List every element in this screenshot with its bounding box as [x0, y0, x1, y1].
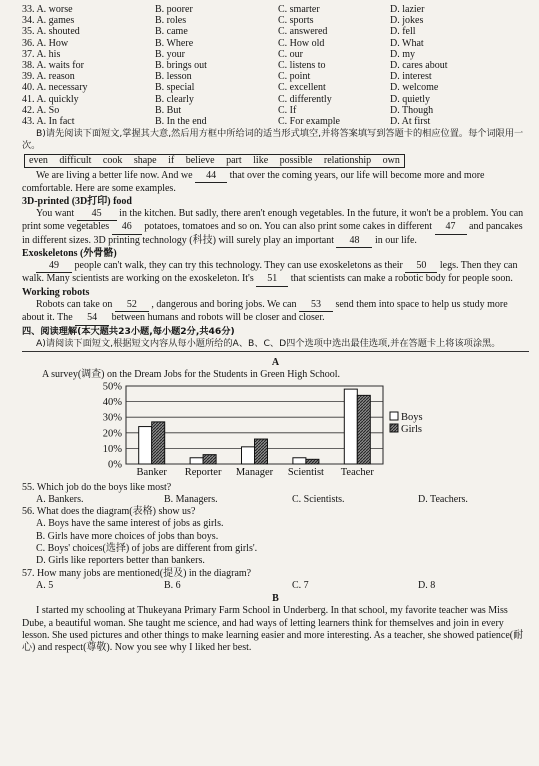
option-39-c[interactable]: C. point: [278, 71, 311, 83]
option-40-c[interactable]: C. excellent: [278, 82, 326, 94]
blank-50: 50: [405, 260, 437, 273]
paragraph-working-robots: Robots can take on 52 , dangerous and boring jobs. We can 53 send them into space to help us study more about it. The 54 between humans and robots will be closer and closer.: [22, 299, 529, 326]
x-tick-label: Banker: [136, 466, 167, 478]
option-36-d[interactable]: D. What: [390, 37, 424, 49]
x-tick-label: Scientist: [287, 466, 324, 478]
q57-option-c[interactable]: C. 7: [292, 579, 309, 591]
bar-chart-svg: [0, 382, 539, 482]
blank-44: 44: [195, 170, 227, 183]
option-35-b[interactable]: B. came: [155, 26, 188, 38]
q56-option-b[interactable]: B. Girls have more choices of jobs than boys.: [36, 530, 219, 542]
paragraph-3d-food: You want 45 in the kitchen. But sadly, there aren't enough vegetables. In the future, it won't be a problem. You can print some vegetables 46 potatoes, tomatoes and so on. You can also print some cakes in different 47 and pancakes in different sizes. 3D printing technology (科技) will surely play an important 48 in our life.: [22, 208, 529, 248]
question-57-stem: 57. How many jobs are mentioned(提及) in the diagram?: [22, 567, 252, 579]
option-38-a[interactable]: 38. A. waits for: [22, 59, 84, 71]
y-tick-label: 10%: [102, 443, 122, 455]
option-36-c[interactable]: C. How old: [278, 37, 325, 49]
passage-b-text: I started my schooling at Thukeyana Primary Farm School in Underberg. In that school, my favorite teacher was Miss Dube, a beautiful woman. She taught me science, and had ways of letting learners think for themselves and join in every lesson. She used pictures and other things to make learning easier and more interesting. As a teacher, she showed patience(耐心) and respect(尊敬). Now you see why I liked her best.: [22, 605, 524, 654]
option-35-c[interactable]: C. answered: [278, 26, 328, 38]
option-37-d[interactable]: D. my: [390, 48, 415, 60]
option-37-a[interactable]: 37. A. his: [22, 48, 61, 60]
section-b: [22, 128, 529, 326]
option-39-b[interactable]: B. lesson: [155, 71, 192, 83]
passage-a-label: A: [271, 356, 280, 368]
cloze-options: [22, 4, 529, 127]
option-37-b[interactable]: B. your: [155, 48, 185, 60]
option-33-b[interactable]: B. poorer: [155, 4, 193, 15]
option-38-d[interactable]: D. cares about: [390, 59, 448, 71]
section-b-instruction: B)请先阅读下面短文,掌握其大意,然后用方框中所给词的适当形式填空,并将答案填写到答题卡的相应位置。每个词限用一次。: [22, 128, 524, 152]
blank-49: 49: [36, 260, 72, 273]
option-42-d[interactable]: D. Though: [390, 104, 434, 116]
option-43-a[interactable]: 43. A. In fact: [22, 115, 75, 127]
blank-53: 53: [299, 299, 333, 312]
option-34-a[interactable]: 34. A. games: [22, 15, 75, 27]
option-38-c[interactable]: C. listens to: [278, 59, 326, 71]
option-37-c[interactable]: C. our: [278, 48, 303, 60]
heading-exoskeletons: Exoskeletons (外骨骼): [22, 247, 117, 259]
q56-option-d[interactable]: D. Girls like reporters better than bankers.: [36, 555, 205, 567]
blank-45: 45: [77, 208, 117, 221]
bar-boys-teacher: [344, 389, 357, 464]
option-35-a[interactable]: 35. A. shouted: [22, 26, 80, 38]
survey-title: A survey(调查) on the Dream Jobs for the Students in Green High School.: [42, 369, 341, 381]
bar-girls-banker: [152, 421, 165, 463]
option-42-c[interactable]: C. If: [278, 104, 297, 116]
option-39-d[interactable]: D. interest: [390, 71, 432, 83]
q56-option-a[interactable]: A. Boys have the same interest of jobs as girls.: [36, 518, 224, 530]
y-tick-label: 40%: [102, 396, 122, 408]
question-55-options: [22, 494, 529, 506]
bar-boys-manager: [242, 446, 255, 463]
option-35-d[interactable]: D. fell: [390, 26, 416, 38]
bar-boys-scientist: [293, 457, 306, 463]
survey-chart: [0, 382, 539, 482]
option-41-d[interactable]: D. quietly: [390, 93, 430, 105]
y-tick-label: 0%: [108, 459, 122, 471]
y-tick-label: 20%: [102, 427, 122, 439]
q57-option-a[interactable]: A. 5: [36, 579, 54, 591]
word-box: even difficult cook shape if believe part like possible relationship own: [24, 154, 405, 168]
option-33-c[interactable]: C. smarter: [278, 4, 320, 15]
option-34-b[interactable]: B. roles: [155, 15, 187, 27]
q55-option-b[interactable]: B. Managers.: [164, 493, 218, 505]
option-33-d[interactable]: D. lazier: [390, 4, 425, 15]
divider: [22, 351, 529, 352]
q57-option-d[interactable]: D. 8: [418, 579, 436, 591]
option-36-a[interactable]: 36. A. How: [22, 37, 69, 49]
option-41-a[interactable]: 41. A. quickly: [22, 93, 79, 105]
bar-boys-banker: [139, 426, 152, 463]
q55-option-c[interactable]: C. Scientists.: [292, 493, 345, 505]
legend-label-girls: Girls: [401, 423, 422, 435]
option-33-a[interactable]: 33. A. worse: [22, 4, 73, 15]
bar-girls-reporter: [203, 454, 216, 463]
blank-54: 54: [75, 312, 109, 325]
question-55-stem: 55. Which job do the boys like most?: [22, 481, 172, 493]
paragraph-exoskeletons: 49 people can't walk, they can try this technology. They can use exoskeletons as their 50 legs. Then they can walk. Many scientists are working on the exoskeleton. It's 51 that scientists can make a robotic body for people soon.: [22, 260, 529, 287]
blank-46: 46: [112, 221, 142, 234]
option-39-a[interactable]: 39. A. reason: [22, 71, 75, 83]
legend-swatch-girls: [390, 424, 398, 432]
bar-girls-teacher: [357, 395, 370, 464]
option-43-c[interactable]: C. For example: [278, 115, 340, 127]
bar-boys-reporter: [190, 457, 203, 463]
question-56-options: [22, 518, 529, 567]
q57-option-b[interactable]: B. 6: [164, 579, 181, 591]
question-57-options: [22, 580, 529, 592]
section-4-title: 四、阅读理解(本大题共23小题,每小题2分,共46分): [22, 325, 235, 337]
x-tick-label: Reporter: [184, 466, 222, 478]
questions: [22, 482, 529, 593]
option-40-b[interactable]: B. special: [155, 82, 195, 94]
option-42-b[interactable]: B. But: [155, 104, 182, 116]
blank-51: 51: [256, 273, 288, 286]
option-34-c[interactable]: C. sports: [278, 15, 314, 27]
bar-girls-scientist: [306, 459, 319, 464]
x-tick-label: Teacher: [340, 466, 374, 478]
option-38-b[interactable]: B. brings out: [155, 59, 207, 71]
q55-option-a[interactable]: A. Bankers.: [36, 493, 84, 505]
question-56-stem: 56. What does the diagram(表格) show us?: [22, 506, 196, 518]
option-36-b[interactable]: B. Where: [155, 37, 194, 49]
option-43-b[interactable]: B. In the end: [155, 115, 207, 127]
blank-47: 47: [435, 221, 467, 234]
bar-girls-manager: [255, 439, 268, 464]
y-tick-label: 50%: [102, 381, 122, 393]
passage-b-label: B: [272, 593, 279, 605]
option-41-b[interactable]: B. clearly: [155, 93, 194, 105]
legend-label-boys: Boys: [401, 411, 423, 423]
heading-3d-food: 3D-printed (3D打印) food: [22, 195, 132, 207]
blank-48: 48: [336, 235, 372, 248]
blank-52: 52: [115, 299, 149, 312]
option-40-d[interactable]: D. welcome: [390, 82, 439, 94]
intro-paragraph: We are living a better life now. And we 44 that over the coming years, our life will become more and more comfortable. Here are some examples.: [22, 170, 485, 195]
heading-working-robots: Working robots: [22, 286, 90, 298]
option-40-a[interactable]: 40. A. necessary: [22, 82, 88, 94]
option-42-a[interactable]: 42. A. So: [22, 104, 60, 116]
option-34-d[interactable]: D. jokes: [390, 15, 424, 27]
q56-option-c[interactable]: C. Boys' choices(选择) of jobs are different from girls'.: [36, 543, 258, 554]
option-43-d[interactable]: D. At first: [390, 115, 431, 127]
section-4-instruction: A)请阅读下面短文,根据短文内容从每小题所给的A、B、C、D四个选项中选出最佳选项,并在答题卡上将该项涂黑。: [36, 337, 501, 349]
option-41-c[interactable]: C. differently: [278, 93, 332, 105]
x-tick-label: Manager: [235, 466, 274, 478]
legend-swatch-boys: [390, 412, 398, 420]
q55-option-d[interactable]: D. Teachers.: [418, 493, 468, 505]
y-tick-label: 30%: [102, 412, 122, 424]
